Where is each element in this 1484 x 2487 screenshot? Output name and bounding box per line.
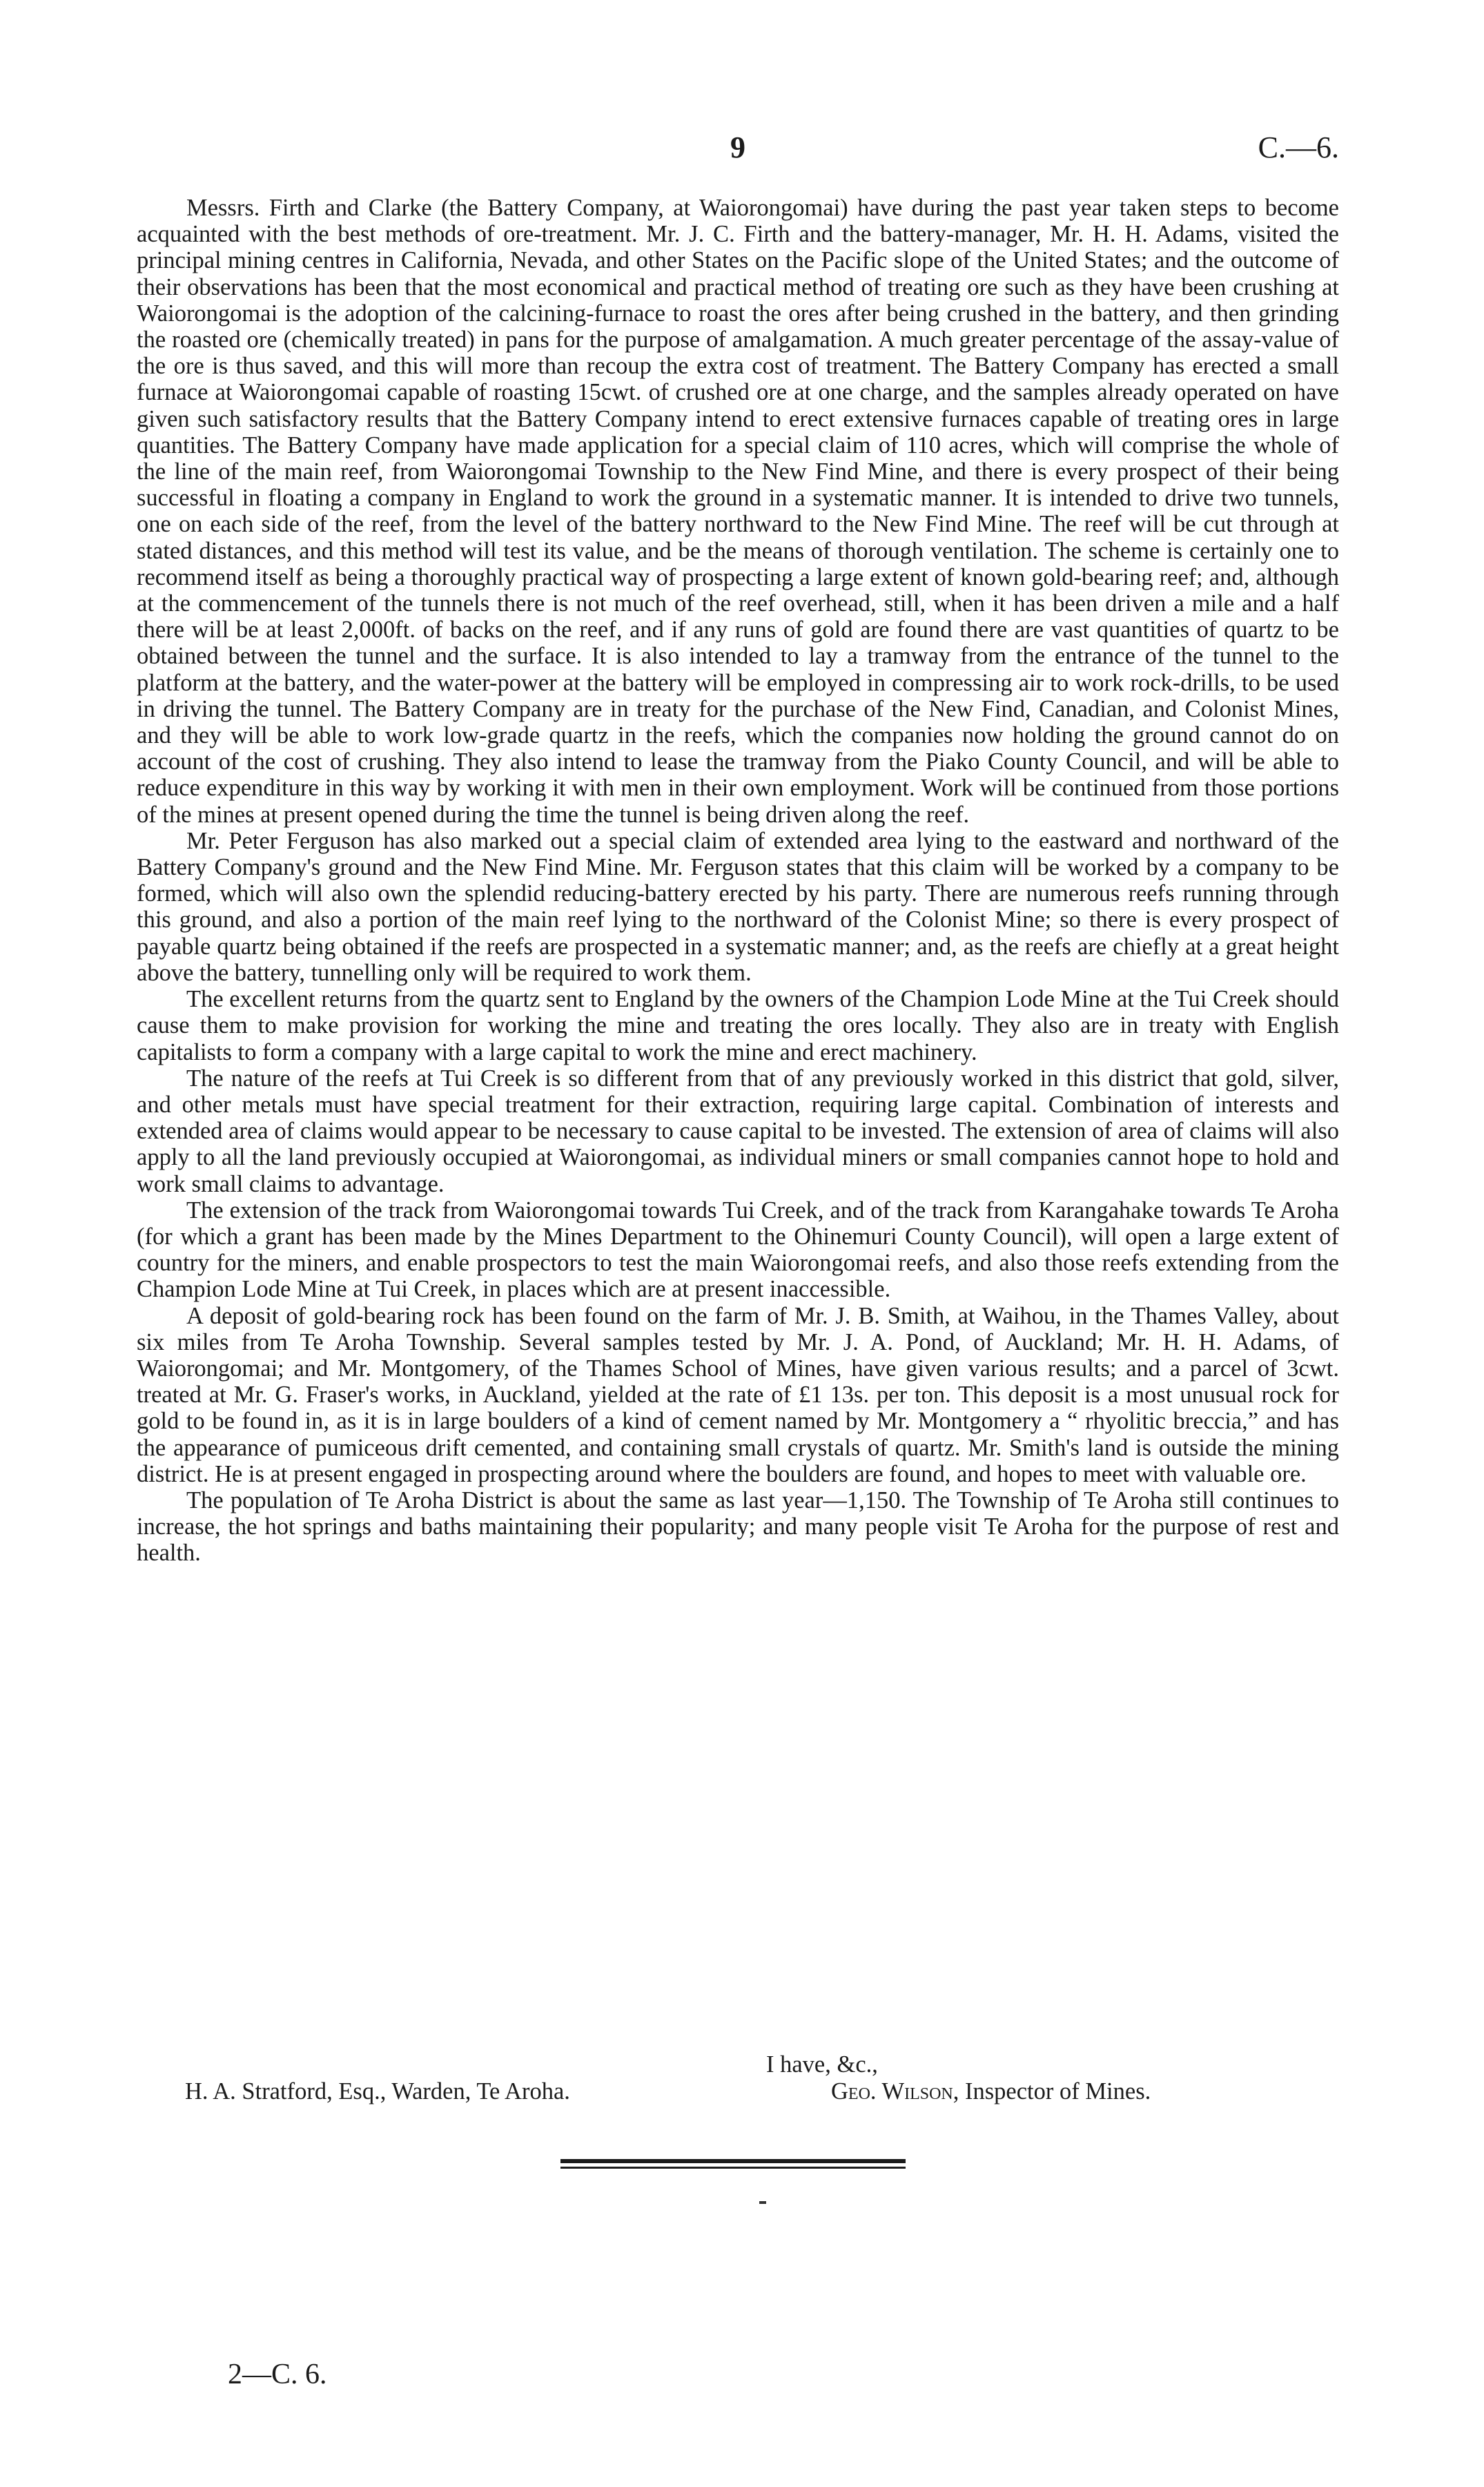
closing-rule-thin bbox=[560, 2167, 906, 2169]
paragraph-tui-creek-reefs: The nature of the reefs at Tui Creek is so different from that of any previously worked in this district that gold, silver, and other metals must have special treatment for their extraction, requiring large capital. Combination of interests and extended area of claims would appear to be necessary to cause capital to be invested. The extension of area of claims will also apply to all the land previously occupied at Waiorongomai, as individual miners or small companies cannot hope to hold and work small claims to advantage. bbox=[137, 1065, 1339, 1197]
paragraph-track-extension: The extension of the track from Waiorongomai towards Tui Creek, and of the track from Karangahake towards Te Aroha (for which a grant has been made by the Mines Department to the Ohinemuri County Council), will open a large extent of country for the miners, and enable prospectors to test the main Waiorongomai reefs, and also those reefs extending from the Champion Lode Mine at Tui Creek, in places which are at present inaccessible. bbox=[137, 1197, 1339, 1303]
signatory-title: , Inspector of Mines. bbox=[953, 2078, 1151, 2104]
closing-rule-thick bbox=[560, 2159, 906, 2163]
page-number: 9 bbox=[730, 130, 745, 164]
report-body bbox=[137, 195, 1339, 1567]
addressee: H. A. Stratford, Esq., Warden, Te Aroha. bbox=[185, 2078, 570, 2104]
printer-signature-mark: 2—C. 6. bbox=[228, 2359, 327, 2390]
paragraph-gold-deposit: A deposit of gold-bearing rock has been found on the farm of Mr. J. B. Smith, at Waihou, in the Thames Valley, about six miles from Te Aroha Township. Several samples tested by Mr. J. A. Pond, of Auckland; Mr. H. H. Adams, of Waiorongomai; and Mr. Montgomery, of the Thames School of Mines, have given various results; and a parcel of 3cwt. treated at Mr. G. Fraser's works, in Auckland, yielded at the rate of £1 13s. per ton. This deposit is a most unusual rock for gold to be found in, as it is in large boulders of a kind of cement named by Mr. Montgomery a “ rhyolitic breccia,” and has the appearance of pumiceous drift cemented, and containing small crystals of quartz. Mr. Smith's land is outside the mining district. He is at present engaged in prospecting around where the boulders are found, and hopes to meet with valuable ore. bbox=[137, 1302, 1339, 1487]
paragraph-population: The population of Te Aroha District is about the same as last year—1,150. The Township of Te Aroha still continues to increase, the hot springs and baths maintaining their popularity; and many people visit Te Aroha for the purpose of rest and health. bbox=[137, 1487, 1339, 1567]
signature-block bbox=[831, 2078, 1151, 2105]
closing-salutation: I have, &c., bbox=[766, 2051, 878, 2078]
rule-tick-mark bbox=[759, 2201, 766, 2204]
paragraph-battery-company: Messrs. Firth and Clarke (the Battery Company, at Waiorongomai) have during the past year taken steps to become acquainted with the best methods of ore-treatment. Mr. J. C. Firth and the battery-manager, Mr. H. H. Adams, visited the principal mining centres in California, Nevada, and other States on the Pacific slope of the United States; and the outcome of their observations has been that the most economical and practical method of treating ore such as they have been crushing at Waiorongomai is the adoption of the calcining-furnace to roast the ores after being crushed in the battery, and then grinding the roasted ore (chemically treated) in pans for the purpose of amalgamation. A much greater percentage of the assay-value of the ore is thus saved, and this will more than recoup the extra cost of treatment. The Battery Company has erected a small furnace at Waiorongomai capable of roasting 15cwt. of crushed ore at one charge, and the samples already operated on have given such satisfactory results that the Battery Company intend to erect extensive furnaces capable of treating ores in large quantities. The Battery Company have made application for a special claim of 110 acres, which will comprise the whole of the line of the main reef, from Waiorongomai Township to the New Find Mine, and there is every prospect of their being successful in floating a company in England to work the ground in a systematic manner. It is intended to drive two tunnels, one on each side of the reef, from the level of the battery northward to the New Find Mine. The reef will be cut through at stated distances, and this method will test its value, and be the means of thorough ventilation. The scheme is certainly one to recommend itself as being a thoroughly practical way of prospecting a large extent of known gold-bearing reef; and, although at the commencement of the tunnels there is not much of the reef overhead, still, when it has been driven a mile and a half there will be at least 2,000ft. of backs on the reef, and if any runs of gold are found there are vast quantities of quartz to be obtained between the tunnel and the surface. It is also intended to lay a tramway from the entrance of the tunnel to the platform at the battery, and the water-power at the battery will be employed in compressing air to work rock-drills, to be used in driving the tunnel. The Battery Company are in treaty for the purchase of the New Find, Canadian, and Colonist Mines, and they will be able to work low-grade quartz in the reefs, which the companies now holding the ground cannot do on account of the cost of crushing. They also intend to lease the tramway from the Piako County Council, and will be able to reduce expenditure in this way by working it with men in their own employment. Work will be continued from those portions of the mines at present opened during the time the tunnel is being driven along the reef. bbox=[137, 195, 1339, 828]
signatory-name: Geo. Wilson bbox=[831, 2078, 953, 2104]
paragraph-champion-lode: The excellent returns from the quartz sent to England by the owners of the Champion Lode Mine at the Tui Creek should cause them to make provision for working the mine and treating the ores locally. They also are in treaty with English capitalists to form a company with a large capital to work the mine and erect machinery. bbox=[137, 986, 1339, 1065]
paragraph-ferguson-claim: Mr. Peter Ferguson has also marked out a special claim of extended area lying to the eastward and northward of the Battery Company's ground and the New Find Mine. Mr. Ferguson states that this claim will be worked by a company to be formed, which will also own the splendid reducing-battery erected by his party. There are numerous reefs running through this ground, and also a portion of the main reef lying to the northward of the Colonist Mine; so there is every prospect of payable quartz being obtained if the reefs are prospected in a systematic manner; and, as the reefs are chiefly at a great height above the battery, tunnelling only will be required to work them. bbox=[137, 827, 1339, 986]
document-reference: C.—6. bbox=[1258, 130, 1339, 164]
